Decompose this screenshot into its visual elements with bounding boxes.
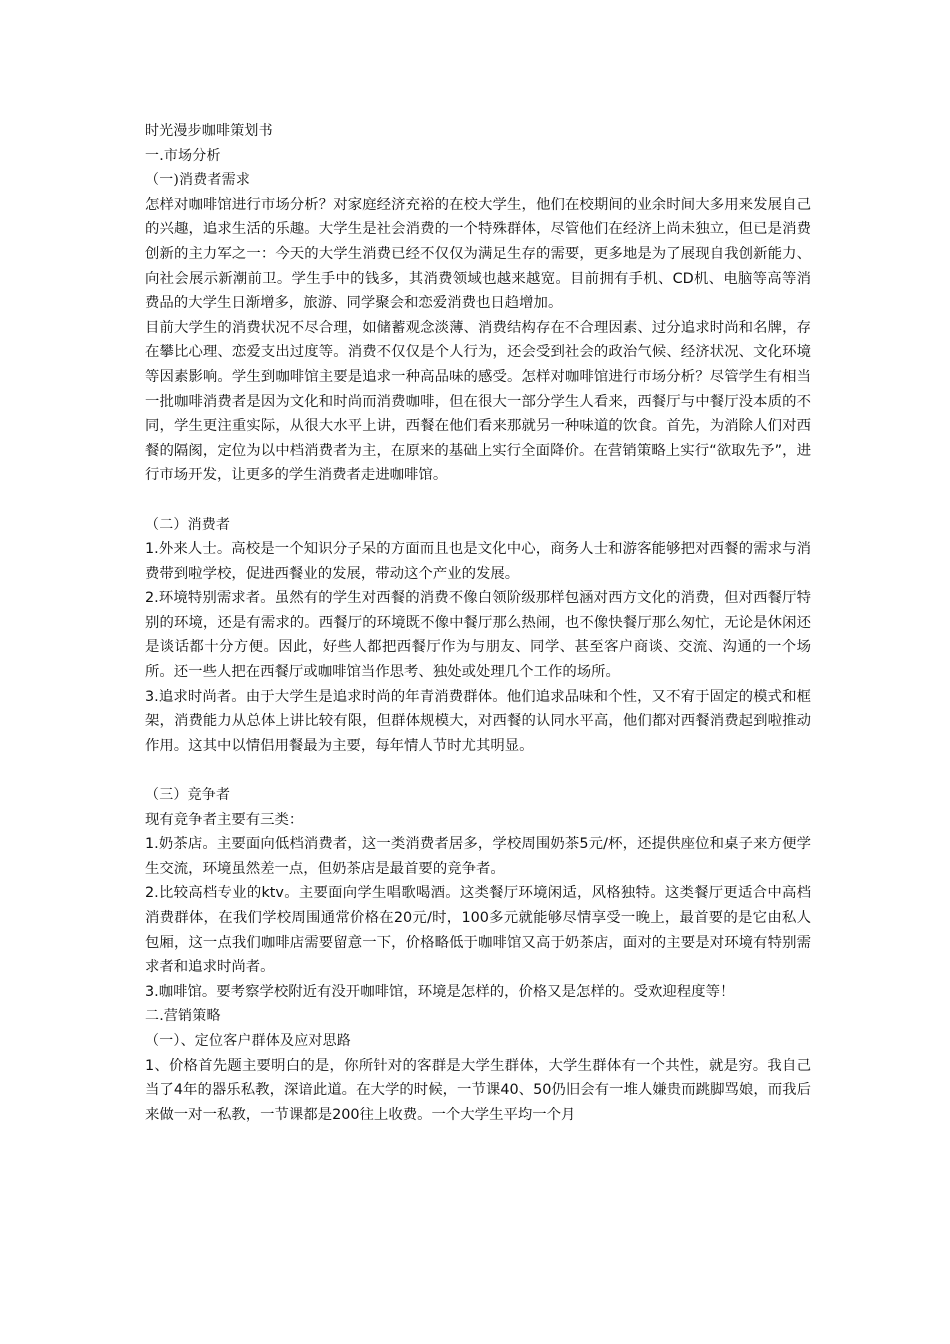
blank-line: [145, 488, 811, 513]
subsection-heading: （一)消费者需求: [145, 172, 251, 189]
subsection-heading: （三）竞争者: [145, 787, 231, 804]
paragraph: 1、价格首先题主要明白的是，你所针对的客群是大学生群体，大学生群体有一个共性，就是穷。我自己当了4年的器乐私教，深谙此道。在大学的时候，一节课40、50仍旧会有一堆人嫌贵而跳脚骂娘，而我后来做一对一私教，一节课都是200往上收费。一个大学生平均一个月: [145, 1057, 811, 1123]
subsection-heading: （二）消费者: [145, 516, 231, 533]
list-item: 1.外来人士。高校是一个知识分子呆的方面而且也是文化中心，商务人士和游客能够把对西餐的需求与消费带到啦学校，促进西餐业的发展，带动这个产业的发展。: [145, 541, 811, 582]
list-item: 2.比较高档专业的ktv。主要面向学生唱歌喝酒。这类餐厅环境闲适，风格独特。这类餐厅更适合中高档消费群体，在我们学校周围通常价格在20元/时，100多元就能够尽情享受一晚上，最首要的是它由私人包厢，这一点我们咖啡店需要留意一下，价格略低于咖啡馆又高于奶茶店，面对的主要是对环境有特别需求者和追求时尚者。: [145, 885, 811, 976]
section-heading: 一.市场分析: [145, 147, 221, 164]
blank-line: [145, 758, 811, 783]
paragraph: 现有竞争者主要有三类：: [145, 811, 304, 828]
list-item: 2.环境特别需求者。虽然有的学生对西餐的消费不像白领阶级那样包涵对西方文化的消费，但对西餐厅特别的环境，还是有需求的。西餐厅的环境既不像中餐厅那么热闹，也不像快餐厅那么匆忙，无论是休闲还是谈话都十分方便。因此，好些人都把西餐厅作为与朋友、同学、甚至客户商谈、交流、沟通的一个场所。还一些人把在西餐厅或咖啡馆当作思考、独处或处理几个工作的场所。: [145, 590, 811, 681]
list-item: 3.咖啡馆。要考察学校附近有没开咖啡馆，环境是怎样的，价格又是怎样的。受欢迎程度等！: [145, 983, 735, 1000]
section-heading: 二.营销策略: [145, 1008, 221, 1025]
paragraph: 怎样对咖啡馆进行市场分析？对家庭经济充裕的在校大学生，他们在校期间的业余时间大多用来发展自己的兴趣，追求生活的乐趣。大学生是社会消费的一个特殊群体，尽管他们在经济上尚未独立，但已是消费创新的主力军之一：今天的大学生消费已经不仅仅为满足生存的需要，更多地是为了展现自我创新能力、向社会展示新潮前卫。学生手中的钱多，其消费领域也越来越宽。目前拥有手机、CD机、电脑等高等消费品的大学生日渐增多，旅游、同学聚会和恋爱消费也日趋增加。: [145, 196, 811, 312]
list-item: 3.追求时尚者。由于大学生是追求时尚的年青消费群体。他们追求品味和个性，又不宥于固定的模式和框架，消费能力从总体上讲比较有限，但群体规模大，对西餐的认同水平高，他们都对西餐消费起到啦推动作用。这其中以情侣用餐最为主要，每年情人节时尤其明显。: [145, 688, 811, 754]
subsection-heading: （一）、定位客户群体及应对思路: [145, 1032, 351, 1049]
paragraph: 目前大学生的消费状况不尽合理，如储蓄观念淡薄、消费结构存在不合理因素、过分追求时尚和名牌，存在攀比心理、恋爱支出过度等。消费不仅仅是个人行为，还会受到社会的政治气候、经济状况、文化环境等因素影响。学生到咖啡馆主要是追求一种高品味的感受。怎样对咖啡馆进行市场分析？尽管学生有相当一批咖啡消费者是因为文化和时尚而消费咖啡，但在很大一部分学生人看来，西餐厅与中餐厅没本质的不同，学生更注重实际，从很大水平上讲，西餐在他们看来那就另一种味道的饮食。首先，为消除人们对西餐的隔阂，定位为以中档消费者为主，在原来的基础上实行全面降价。在营销策略上实行“欲取先予”，进行市场开发，让更多的学生消费者走进咖啡馆。: [145, 319, 811, 484]
document-body: [145, 119, 811, 1127]
document-title: 时光漫步咖啡策划书: [145, 123, 273, 139]
list-item: 1.奶茶店。主要面向低档消费者，这一类消费者居多，学校周围奶茶5元/杯，还提供座位和桌子来方便学生交流，环境虽然差一点，但奶茶店是最首要的竞争者。: [145, 836, 811, 877]
